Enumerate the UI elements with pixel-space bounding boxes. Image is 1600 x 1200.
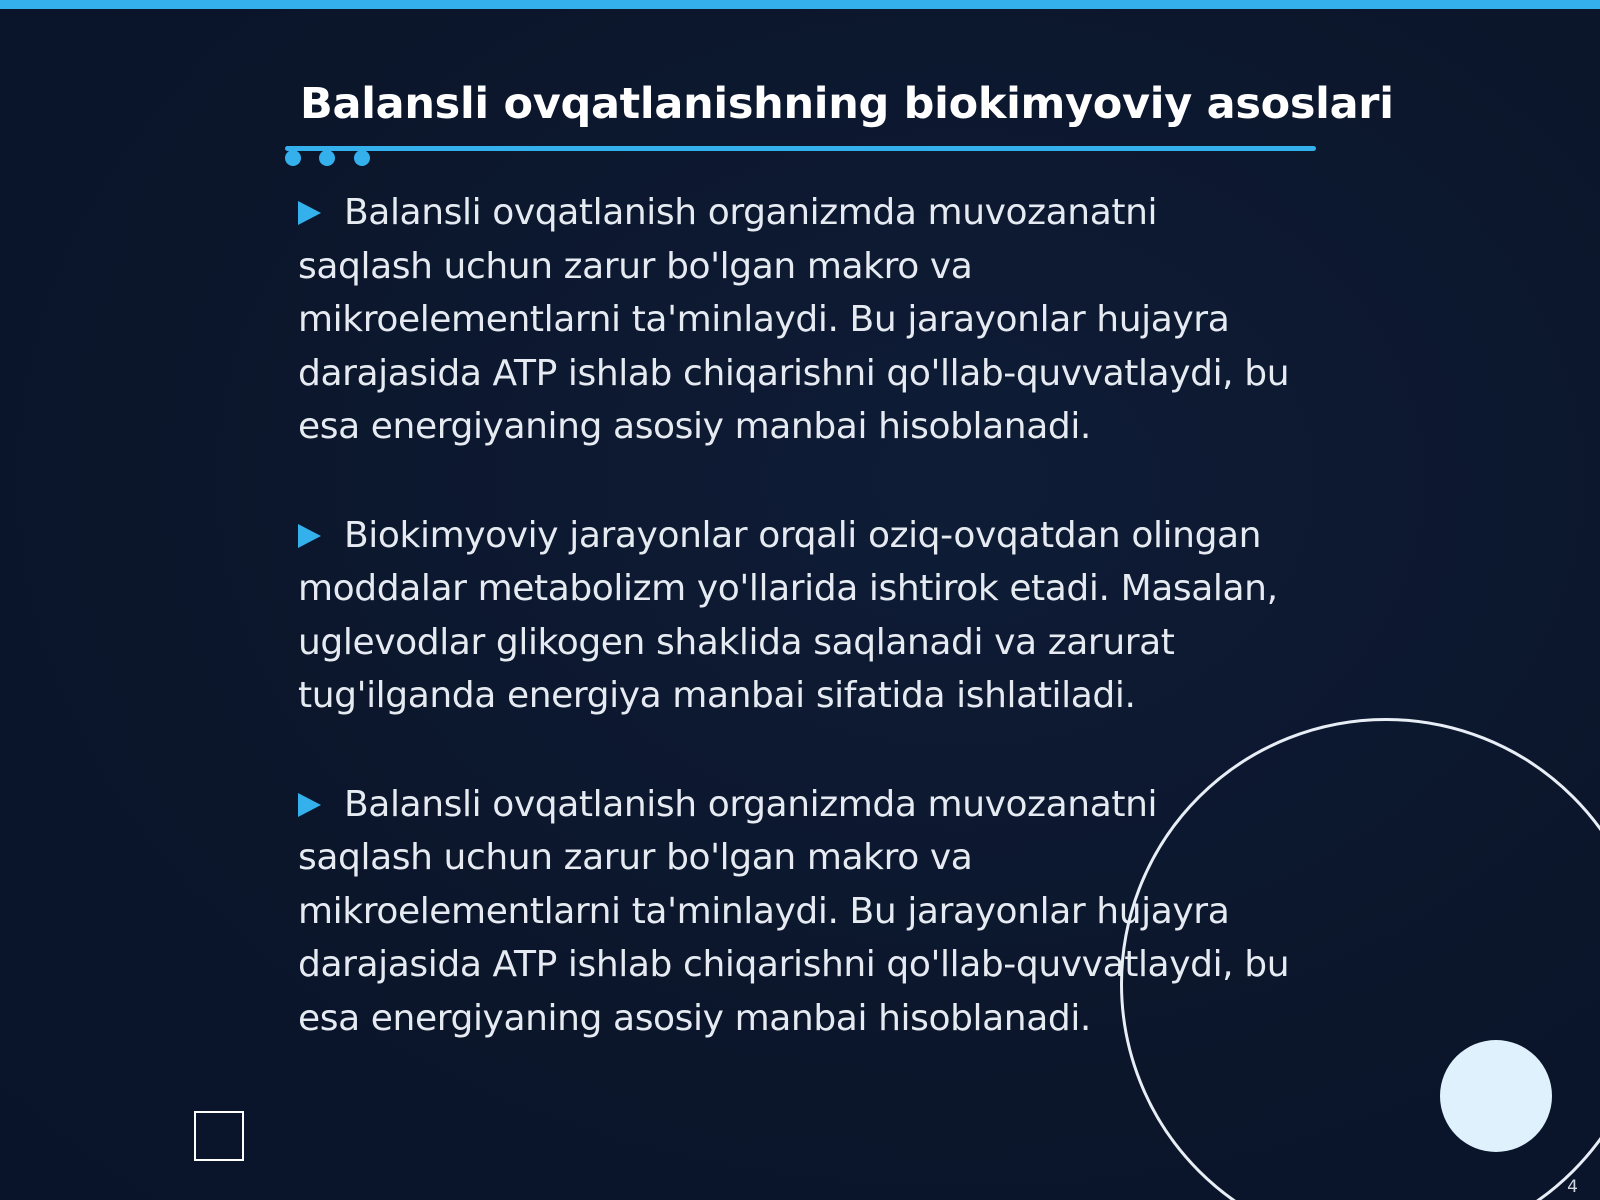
- decorative-dot: [319, 150, 335, 166]
- bullet-list: [298, 186, 1298, 1100]
- bullet-item: [298, 778, 1298, 1046]
- triangle-bullet-icon: [298, 524, 321, 548]
- bullet-item: [298, 186, 1298, 454]
- decorative-dot: [285, 150, 301, 166]
- title-underline: [285, 146, 1316, 151]
- triangle-bullet-icon: [298, 793, 321, 817]
- decorative-dot: [354, 150, 370, 166]
- bullet-text: Balansli ovqatlanish organizmda muvozanatni saqlash uchun zarur bo'lgan makro va mikroelementlarni ta'minlaydi. Bu jarayonlar hujayra darajasida ATP ishlab chiqarishni qo'llab-quvvatlaydi, bu esa energiyaning asosiy manbai hisoblanadi.: [298, 783, 1290, 1039]
- decorative-circle-filled: [1440, 1040, 1552, 1152]
- page-number: 4: [1567, 1177, 1578, 1197]
- bullet-text: Balansli ovqatlanish organizmda muvozanatni saqlash uchun zarur bo'lgan makro va mikroelementlarni ta'minlaydi. Bu jarayonlar hujayra darajasida ATP ishlab chiqarishni qo'llab-quvvatlaydi, bu esa energiyaning asosiy manbai hisoblanadi.: [298, 192, 1290, 447]
- square-outline-icon: [194, 1111, 244, 1161]
- triangle-bullet-icon: [298, 201, 321, 225]
- slide-title: Balansli ovqatlanishning biokimyoviy asoslari: [300, 79, 1394, 129]
- bullet-item: [298, 509, 1298, 723]
- top-accent-bar: [0, 0, 1600, 9]
- bullet-text: Biokimyoviy jarayonlar orqali oziq-ovqatdan olingan moddalar metabolizm yo'llarida ishtirok etadi. Masalan, uglevodlar glikogen shaklida saqlanadi va zarurat tug'ilganda energiya manbai sifatida ishlatiladi.: [298, 514, 1278, 716]
